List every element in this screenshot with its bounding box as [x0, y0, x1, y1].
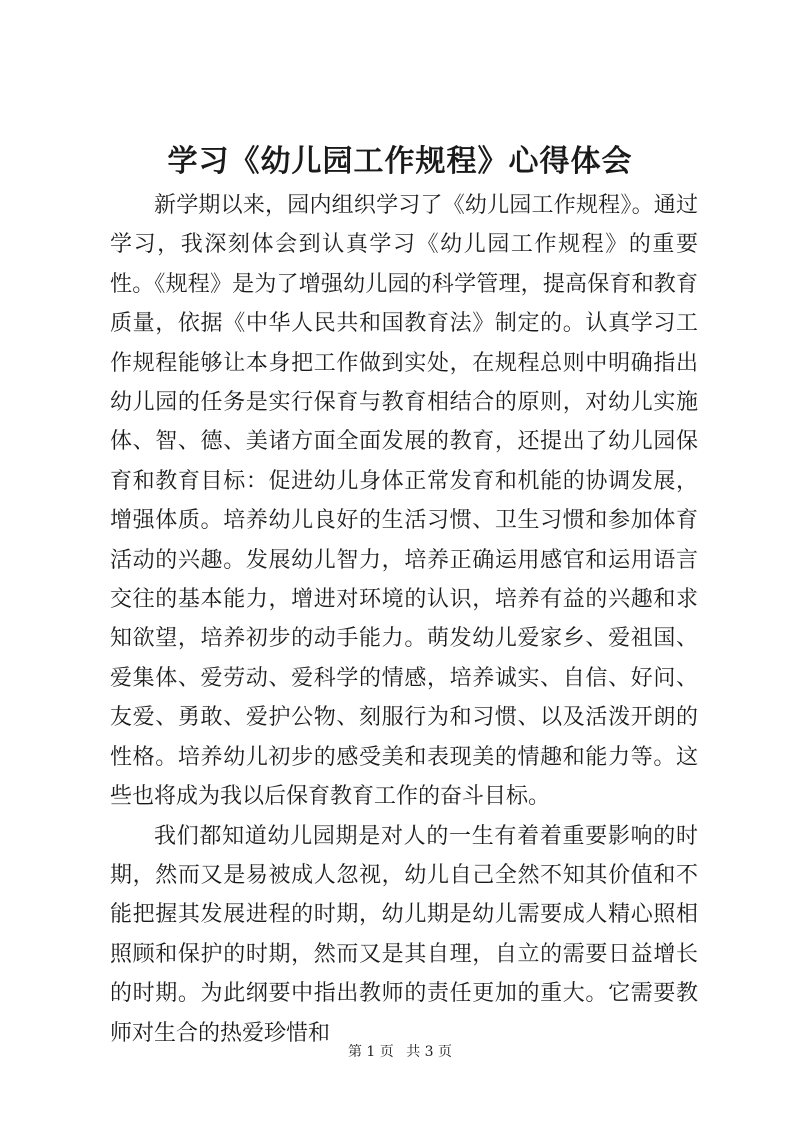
paragraph-2: 我们都知道幼儿园期是对人的一生有着着重要影响的时期，然而又是易被成人忽视，幼儿自己全然不知其价值和不能把握其发展进程的时期，幼儿期是幼儿需要成人精心照相照顾和保护的时期，然而又是其自理，自立的需要日益增长的时期。为此纲要中指出教师的责任更加的重大。它需要教师对生合的热爱珍惜和 — [110, 823, 698, 1046]
document-body — [110, 186, 698, 1053]
paragraph-1: 新学期以来，园内组织学习了《幼儿园工作规程》。通过学习，我深刻体会到认真学习《幼儿园工作规程》的重要性。《规程》是为了增强幼儿园的科学管理，提高保育和教育质量，依据《中华人民共和国教育法》制定的。认真学习工作规程能够让本身把工作做到实处，在规程总则中明确指出幼儿园的任务是实行保育与教育相结合的原则，对幼儿实施体、智、德、美诸方面全面发展的教育，还提出了幼儿园保育和教育目标：促进幼儿身体正常发育和机能的协调发展，增强体质。培养幼儿良好的生活习惯、卫生习惯和参加体育活动的兴趣。发展幼儿智力，培养正确运用感官和运用语言交往的基本能力，增进对环境的认识，培养有益的兴趣和求知欲望，培养初步的动手能力。萌发幼儿爱家乡、爱祖国、爱集体、爱劳动、爱科学的情感，培养诚实、自信、好问、友爱、勇敢、爱护公物、刻服行为和习惯、以及活泼开朗的性格。培养幼儿初步的感受美和表现美的情趣和能力等。这些也将成为我以后保育教育工作的奋斗目标。 — [110, 193, 698, 810]
page-footer — [0, 1042, 800, 1062]
page-total: 共 3 页 — [406, 1044, 453, 1060]
document-title: 学习《幼儿园工作规程》心得体会 — [167, 144, 633, 179]
page-number: 第 1 页 — [347, 1044, 394, 1060]
